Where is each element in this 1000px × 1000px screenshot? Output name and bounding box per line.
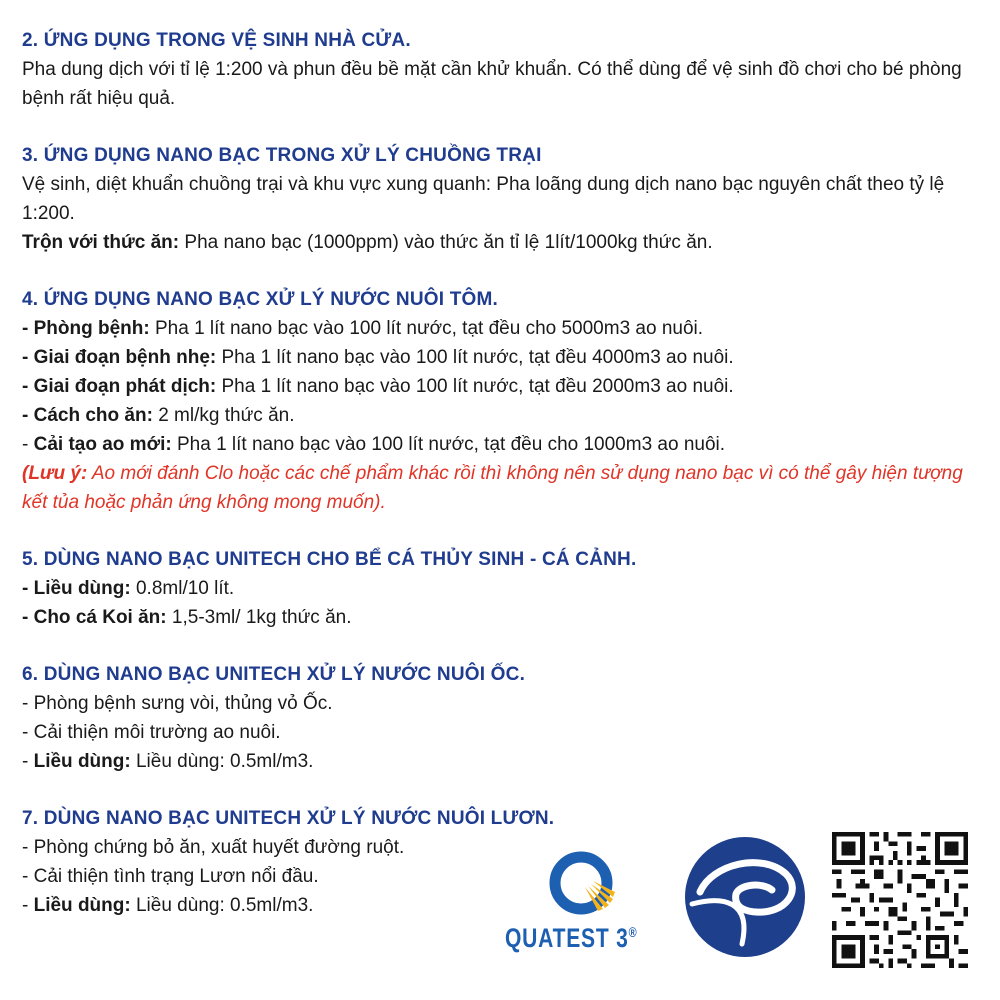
dose-prefix: - bbox=[22, 751, 34, 772]
item-label: Giai đoạn phát dịch: bbox=[33, 376, 217, 397]
list-item: - Cải thiện tình trạng Lươn nổi đầu. bbox=[22, 866, 319, 887]
section-7 bbox=[22, 804, 982, 920]
section-heading: 7. DÙNG NANO BẠC UNITECH XỬ LÝ NƯỚC NUÔI LƯƠN. bbox=[22, 808, 555, 829]
item-label: Cải tạo ao mới: bbox=[33, 434, 172, 455]
warning-note bbox=[22, 459, 982, 517]
section-heading: 4. ỨNG DỤNG NANO BẠC XỬ LÝ NƯỚC NUÔI TÔM. bbox=[22, 289, 498, 310]
dose-label: Liều dùng: bbox=[33, 751, 131, 772]
list-item bbox=[22, 603, 982, 632]
dose-text: Liều dùng: 0.5ml/m3. bbox=[130, 895, 314, 916]
item-prefix: - bbox=[22, 347, 34, 368]
section-3 bbox=[22, 141, 982, 257]
item-prefix: - bbox=[22, 376, 34, 397]
list-item bbox=[22, 574, 982, 603]
item-text: Pha 1 lít nano bạc vào 100 lít nước, tạt đều cho 5000m3 ao nuôi. bbox=[149, 318, 704, 339]
item-label: Giai đoạn bệnh nhẹ: bbox=[33, 347, 217, 368]
dose-text: Liều dùng: 0.5ml/m3. bbox=[130, 751, 314, 772]
item-label: Cách cho ăn: bbox=[33, 405, 153, 426]
list-item bbox=[22, 314, 982, 343]
section-paragraph: Pha dung dịch với tỉ lệ 1:200 và phun đều bề mặt cần khử khuẩn. Có thể dùng để vệ sinh đồ chơi cho bé phòng bệnh rất hiệu quả. bbox=[22, 59, 962, 109]
mix-line bbox=[22, 228, 982, 257]
section-paragraph: Vệ sinh, diệt khuẩn chuồng trại và khu vực xung quanh: Pha loãng dung dịch nano bạc nguyên chất theo tỷ lệ 1:200. bbox=[22, 174, 945, 224]
section-4 bbox=[22, 285, 982, 517]
section-heading: 6. DÙNG NANO BẠC UNITECH XỬ LÝ NƯỚC NUÔI ỐC. bbox=[22, 664, 526, 685]
item-text: 1,5-3ml/ 1kg thức ăn. bbox=[166, 607, 352, 628]
item-text: Pha 1 lít nano bạc vào 100 lít nước, tạt đều 2000m3 ao nuôi. bbox=[216, 376, 734, 397]
item-text: 2 ml/kg thức ăn. bbox=[152, 405, 295, 426]
item-text: 0.8ml/10 lít. bbox=[130, 578, 235, 599]
item-text: Pha 1 lít nano bạc vào 100 lít nước, tạt đều 4000m3 ao nuôi. bbox=[216, 347, 734, 368]
section-heading: 3. ỨNG DỤNG NANO BẠC TRONG XỬ LÝ CHUỒNG TRẠI bbox=[22, 145, 542, 166]
list-item: - Cải thiện môi trường ao nuôi. bbox=[22, 722, 281, 743]
dose-line bbox=[22, 747, 982, 776]
item-label: Phòng bệnh: bbox=[33, 318, 150, 339]
mix-label: Trộn với thức ăn: bbox=[22, 232, 180, 253]
dose-label: Liều dùng: bbox=[33, 895, 131, 916]
note-label: (Lưu ý: bbox=[22, 463, 88, 484]
item-label: - Cho cá Koi ăn: bbox=[22, 607, 167, 628]
dose-prefix: - bbox=[22, 895, 34, 916]
list-item: - Phòng chứng bỏ ăn, xuất huyết đường ruột. bbox=[22, 837, 405, 858]
document-body bbox=[22, 26, 982, 948]
section-5 bbox=[22, 545, 982, 632]
section-heading: 2. ỨNG DỤNG TRONG VỆ SINH NHÀ CỬA. bbox=[22, 30, 411, 51]
dose-line bbox=[22, 891, 982, 920]
section-6 bbox=[22, 660, 982, 776]
list-item bbox=[22, 430, 982, 459]
quatest-text: QUATEST 3 bbox=[505, 923, 629, 953]
section-heading: 5. DÙNG NANO BẠC UNITECH CHO BỂ CÁ THỦY SINH - CÁ CẢNH. bbox=[22, 549, 637, 570]
item-label: - Liều dùng: bbox=[22, 578, 131, 599]
note-text: Ao mới đánh Clo hoặc các chế phẩm khác rồi thì không nên sử dụng nano bạc vì có thể gây hiện tượng kết tủa hoặc phản ứng không mong muốn). bbox=[22, 463, 963, 513]
registered-mark: ® bbox=[628, 924, 638, 940]
item-prefix: - bbox=[22, 434, 34, 455]
list-item bbox=[22, 401, 982, 430]
list-item bbox=[22, 372, 982, 401]
section-2 bbox=[22, 26, 982, 113]
item-text: Pha 1 lít nano bạc vào 100 lít nước, tạt đều cho 1000m3 ao nuôi. bbox=[171, 434, 726, 455]
item-prefix: - bbox=[22, 318, 34, 339]
item-prefix: - bbox=[22, 405, 34, 426]
mix-text: Pha nano bạc (1000ppm) vào thức ăn tỉ lệ 1lít/1000kg thức ăn. bbox=[179, 232, 713, 253]
list-item bbox=[22, 343, 982, 372]
list-item: - Phòng bệnh sưng vòi, thủng vỏ Ốc. bbox=[22, 693, 333, 714]
